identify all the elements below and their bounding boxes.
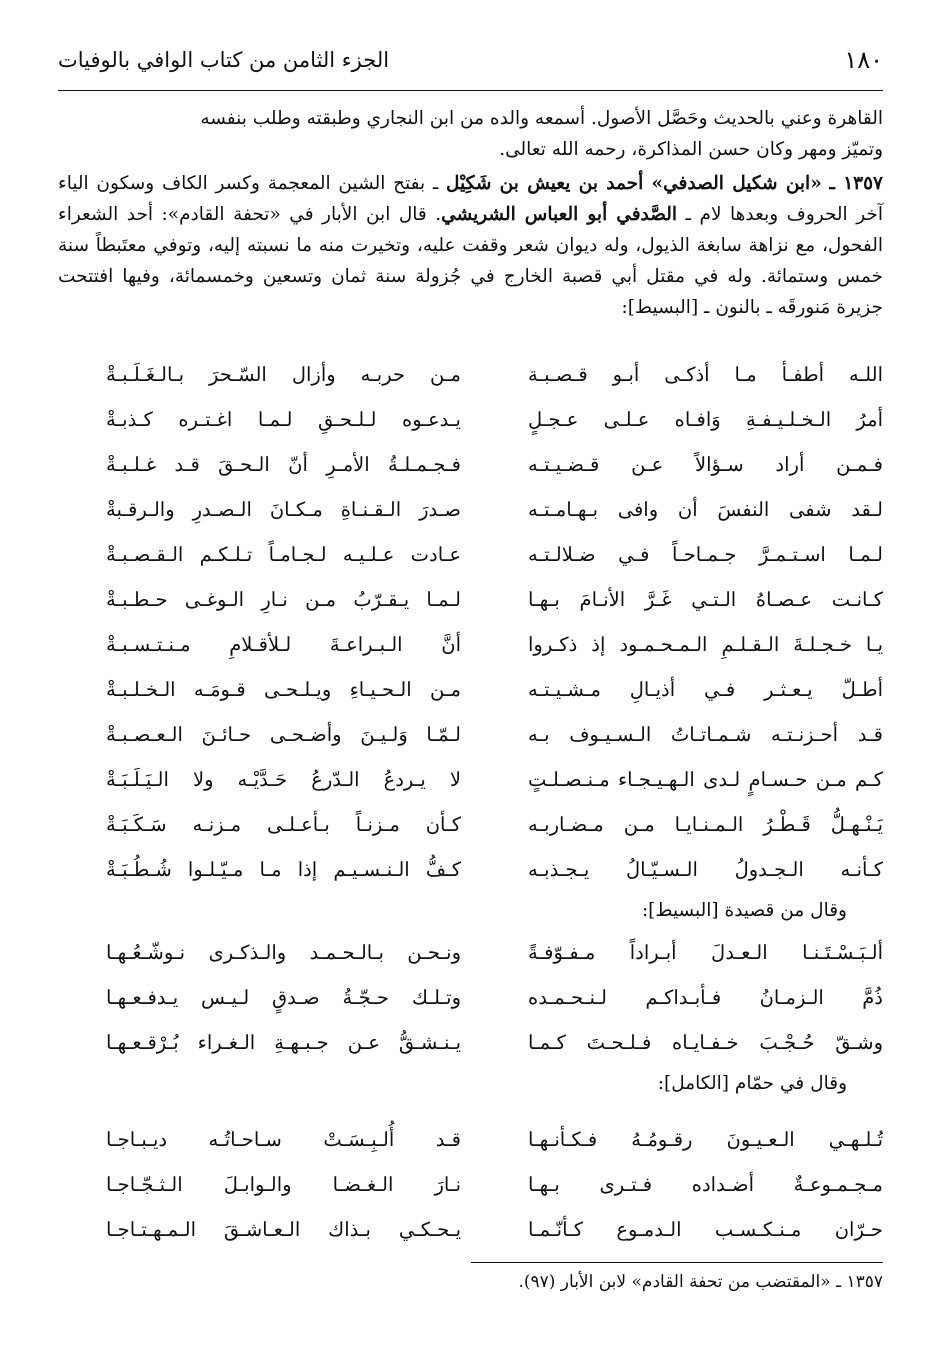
verse: كـانـت عـصـاهُ الـتـي غَـرَّ الأنـامَ بـهـا لـمـا يـقـرّبُ مـن نـارِ الـوغـى حـطـبـةْ	[106, 588, 883, 611]
poem-2	[58, 930, 883, 1065]
verse: قـد أحـزنـتـه شـمـاتـاتُ الـسـيـوف بـه لـمّـا وَلـيـنَ وأضـحـى حـائـنَ الـعـصـبـةْ	[106, 723, 883, 746]
verse: يـا خـجـلـةَ الـقـلـمِ الـمـحـمـود إذ ذكـروا أنَّ الـبـراعـةَ لـلأقـلامِ مـنـتـسـبـةْ	[106, 633, 883, 656]
prose-block	[58, 103, 883, 323]
verse: ذُمَّ الـزمـانُ فـأبـداكـم لـنـحـمـده وتـلـك حـجّـةُ صـدقٍ لـيـس يـدفـعـهـا	[106, 986, 883, 1009]
page-number: ١٨٠	[844, 46, 883, 74]
verse: ألـبَـسْـتَـنـا الـعـدلَ أبـراداً مـفـوّفـةً ونـحـن بـالـحـمـد والـذكـرى نـوشّـعُـهـا	[106, 941, 883, 964]
verse: حـرّان مـنـكـسـب الـدمـوع كـأنّـمـا يـحـكـي بـذاك الـعـاشـقَ الـمـهـتـاجـا	[106, 1218, 883, 1241]
entry-name: «ابن شكيل الصدفي» أحمد بن يعيش بن شَكِيْل	[446, 173, 822, 194]
poem-3	[58, 1117, 883, 1252]
verse: وشـقّ حُـجْـبَ خـفـايـاه فـلـحـتَ كـمـا يـنـشـقُّ عـن جـبـهـةِ الـغـراء بُـرْقـعـهـا	[106, 1031, 883, 1054]
verse: كـأنـه الـجـدولُ الـسـيّـالُ يـجـذبـه كـفُّ الـنـسـيـم إذا مـا مـيّـلـوا شُـطُـبَـةْ	[106, 858, 883, 881]
verse: أمرُ الـخـلـيـفـةِ وَافـاه عـلـى عـجـلٍ يـدعـوه لـلـحـقِ لـمـا اغـتـره كـذبـةْ	[106, 408, 883, 431]
prose-line: وتميّز ومهر وكان حسن المذاكرة، رحمه الله تعالى.	[499, 139, 883, 160]
poem-2-intro: وقال من قصيدة [البسيط]:	[641, 900, 847, 921]
verse: فـمـن أراد سـؤالاً عـن قـضـيـتـه فـجـمـلـةُ الأمـرِ أنّ الـحـقَ قـد غـلـبـةْ	[106, 453, 883, 476]
header-rule	[58, 90, 883, 91]
verse: لـقد شفى النفسَ أن وافى بـهـامـتـه صـدرَ الـقـنـاةِ مـكـانَ الـصـدرِ والـرقـبةْ	[106, 498, 883, 521]
page-header	[58, 40, 883, 80]
entry-number: ١٣٥٧ ـ	[829, 173, 883, 194]
poem-1	[58, 352, 883, 892]
poem-3-intro: وقال في حمّام [الكامل]:	[657, 1073, 847, 1094]
verse: مـجـمـوعـةٌ أضـداده فـتـرى بـهـا نـارَ الـغـضـا والـوابـلَ الـثـجّـاجـا	[106, 1173, 883, 1196]
prose-line: القاهرة وعني بالحديث وحَصَّل الأصول. أسمعه والده من ابن النجاري وطبقته وطلب بنفسه	[200, 108, 883, 129]
entry-nisba: الصَّدفي أبو العباس الشريشي	[441, 204, 678, 225]
footnote: ١٣٥٧ ـ «المقتضب من تحفة القادم» لابن الأبار (٩٧).	[518, 1272, 883, 1292]
verse: يَـنْـهـلُّ قَـطْـرُ الـمـنـايـا مـن مـضـاربـه كـأن مـزنـاً بـأعـلـى مـزنـه سَـكَـبَـةْ	[106, 813, 883, 836]
footnote-rule	[471, 1262, 883, 1263]
poems	[58, 352, 883, 1252]
biography-entry: ١٣٥٧ ـ «ابن شكيل الصدفي» أحمد بن يعيش بن شَكِيْل ـ بفتح الشين المعجمة وكسر الكاف وسكون الياء آخر الحروف وبعدها لام ـ الصَّدفي أبو العباس الشريشي. قال ابن الأبار في «تحفة القادم»: أحد الشعراء الفحول، مع نزاهة سابغة الذيول، وله ديوان شعر وقفت عليه، وتخيرت منه ما نسبته إليه، وتوفي معتَبطاً سنة خمس وستمائة. وله في مقتل أبي قصبة الخارج في جُزولة سنة ثمان وتسعين وخمسمائة، وفيها افتتحت جزيرة مَنورقَه ـ بالنون ـ [البسيط]:	[58, 173, 883, 318]
running-title: الجزء الثامن من كتاب الوافي بالوفيات	[58, 48, 390, 72]
verse: تُـلـهـي الـعـيـونَ رقـومُـهُ فـكـأنـهـا قـد أُلـبِـسَـتْ سـاحـاتُـه ديـبـاجـا	[106, 1128, 883, 1151]
verse: كـم مـن حـسـامٍ لـدى الـهـيـجـاء مـنـصـلـتٍ لا يـردعُ الـدّرعُ حَـدَّيْـه ولا الـيَـلَـبَـةْ	[106, 768, 883, 791]
verse: اللـه أطفـأ مـا أذكـى أبـو قـصـبـة مـن حربـه وأزال السّـحرَ بـالـغَـلَـبـةْ	[106, 363, 883, 386]
verse: لـمـا اسـتـمـرَّ جـمـاحـاً فـي ضـلالـتـه عـادت عـلـيـه لـجـامـاً تـلـكـم الـقـصـبـةْ	[106, 543, 883, 566]
verse: أطـلّ يـعـثـر فـي أذيـالِ مـشـيـتـه مـن الـحـيـاءِ ويـلـحـى قـومَـه الـخـلـبـةْ	[106, 678, 883, 701]
